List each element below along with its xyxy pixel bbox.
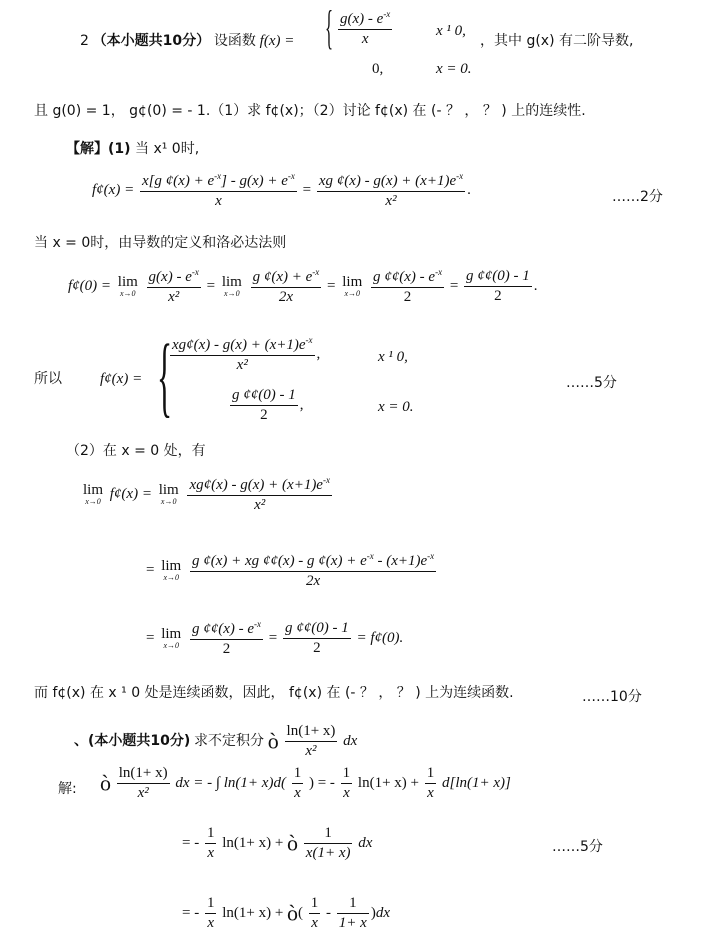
limit: lim x→0: [117, 274, 138, 298]
text-suoyi: 所以: [34, 371, 62, 387]
solution3-label: 解:: [58, 781, 77, 797]
eq2-fraction-2: $\frac{g ¢(x) + e^{-x}}{2x}$: [252, 267, 320, 305]
problem-tag: （本小题共10分）: [92, 33, 211, 49]
equation-6: = lim x→0 $\frac{g ¢¢(x) - e^{-x}}{2}$ = $\frac{g ¢¢(0) - 1}{2}$ = f¢(0).: [146, 619, 404, 657]
case2-value: 0,: [372, 61, 384, 77]
problem3-integrand: $\frac{\ln(1+ x)}{\text{x²}}$: [286, 723, 336, 759]
eq2-fraction-3: $\frac{g ¢¢(x) - e^{-x}}{2}$: [373, 267, 443, 305]
solution-label: 【解】(1): [66, 141, 131, 157]
eq1-fraction-b: $\frac{xg ¢(x) - g(x) + (x+1)e^{-x}}{\text{x²}}$: [318, 171, 464, 209]
eq3-cond2: x = 0.: [378, 399, 414, 415]
eq1-num2: ] - g(x) + e: [221, 173, 288, 189]
eq1-num: x[g ¢(x) + e: [141, 173, 215, 189]
problem-number: 2: [80, 33, 89, 49]
part2-text: （2）在 x = 0 处，有: [66, 443, 206, 459]
left-brace: {: [325, 1, 334, 54]
conclusion: 而 f¢(x) 在 x ¹ 0 处是连续函数，因此， f¢(x) 在 (- ？ ， ？ ) 上为连续函数.: [34, 685, 514, 701]
limit: lim x→0: [342, 274, 363, 298]
problem2-tail: ，其中 g(x) 有二阶导数,: [480, 33, 634, 49]
problem3: 、(本小题共10分) 求不定积分 ò $\frac{\ln(1+ x)}{\text{x²}}$ dx: [74, 723, 358, 759]
case1-fraction: [338, 10, 392, 47]
problem-lead: 设函数: [213, 33, 256, 49]
problem2-line2: 且 g(0) = 1， g¢(0) = - 1.（1）求 f¢(x)；（2）讨论 f¢(x) 在 (- ？ ， ？ ) 上的连续性.: [34, 103, 586, 119]
equation-1: f¢(x) = $\frac{x[g ¢(x) + e^{-x}] - g(x) + e^{-x}}{x}$ = $\frac{xg ¢(x) - g(x) + (x+1)e^{-x}}{\text{x²}}$ .: [92, 171, 471, 209]
score-5: ……5分: [566, 375, 617, 391]
eq1-den: x: [215, 193, 222, 209]
equation-4: lim x→0 f¢(x) = lim x→0 $\frac{xg¢(x) - g(x) + (x+1)e^{-x}}{\text{x²}}$: [83, 475, 330, 513]
function-name: f(x) =: [259, 33, 295, 49]
exp-sup: -x: [383, 9, 391, 19]
solution3-line3: = - $\frac{1}{x}$ ln(1+ x) + ò( $\frac{1}{x}$ - $\frac{1}{1+ x}$ )dx: [182, 895, 390, 931]
solution3-line2: = - $\frac{1}{x}$ ln(1+ x) + ò $\frac{1}{x(1+ x)}$ dx: [182, 825, 373, 861]
case2-condition: x = 0.: [436, 61, 472, 77]
score-5b: ……5分: [552, 839, 603, 855]
case1-numerator: g(x) - e: [340, 11, 384, 27]
eq3-case2: $\frac{g ¢¢(0) - 1}{2}$ ,: [232, 387, 304, 423]
problem3-lead: 求不定积分: [194, 732, 265, 749]
solution-condition: 当 x¹ 0时,: [130, 141, 200, 157]
eq2-fraction-4: $\frac{g ¢¢(0) - 1}{2}$: [466, 268, 530, 304]
eq3-lhs: f¢(x) =: [100, 371, 143, 387]
eq1-num-b: xg ¢(x) - g(x) + (x+1)e: [318, 173, 457, 189]
equation-5: = lim x→0 $\frac{g ¢(x) + xg ¢¢(x) - g ¢(x) + e^{-x} - (x+1)e^{-x}}{2x}$: [146, 551, 435, 589]
solution-header: [66, 142, 199, 156]
eq2-lhs: f¢(0) =: [68, 277, 112, 294]
eq3-case1: $\frac{xg¢(x) - g(x) + (x+1)e^{-x}}{\text{x²}}$ ,: [172, 335, 321, 373]
text-derivative-def: 当 x = 0时，由导数的定义和洛必达法则: [34, 235, 287, 251]
eq1-fraction-a: $\frac{x[g ¢(x) + e^{-x}] - g(x) + e^{-x}}{x}$: [141, 171, 295, 209]
equation-2: f¢(0) = lim x→0 $\frac{g(x) - e^{-x}}{\text{x²}}$ = lim x→0 $\frac{g ¢(x) + e^{-x}}{2x}$ = lim x→0 $\frac{g ¢¢(x) - e^{-x}}{2}$ = $\frac{g ¢¢(0) - 1}{2}$ .: [68, 267, 538, 305]
case1-condition: x ¹ 0,: [436, 23, 466, 39]
limit: lim x→0: [221, 274, 242, 298]
eq3-cond1: x ¹ 0,: [378, 349, 408, 365]
problem3-tag: 、(本小题共10分): [74, 732, 191, 749]
score-10: ……10分: [582, 689, 642, 705]
case1: [336, 10, 394, 47]
eq1-den-b: x²: [385, 193, 397, 209]
solution3-line1: ò $\frac{\ln(1+ x)}{\text{x²}}$ dx = - ∫ ln(1+ x)d( $\frac{1}{x}$ ) = - $\frac{1}{x}$ ln(1+ x) + $\frac{1}{x}$ d[ln(1+ x)]: [100, 765, 511, 801]
problem2-line1: [80, 34, 294, 49]
score-2: ……2分: [612, 189, 663, 205]
left-brace: {: [157, 327, 173, 426]
case1-denominator: x: [361, 31, 369, 47]
eq2-fraction-1: $\frac{g(x) - e^{-x}}{\text{x²}}$: [148, 267, 199, 305]
eq1-lhs: f¢(x) =: [92, 181, 135, 198]
